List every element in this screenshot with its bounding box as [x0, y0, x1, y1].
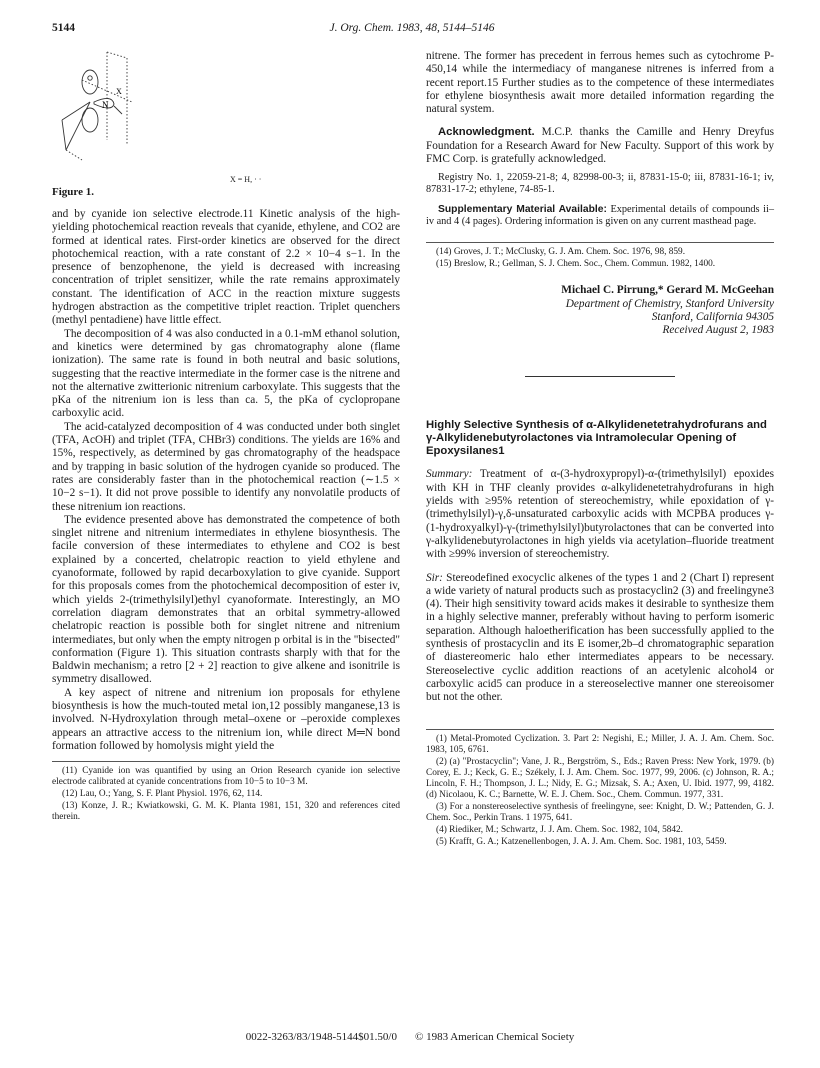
x-definition: X = H, · ·	[230, 175, 262, 184]
ack-text: M.C.P. thanks the Camille and Henry Dreyfus Foundation for a Research Award for New Faculty. Support of this work by FMC Corp. is gratefully acknowledged.	[426, 126, 774, 166]
journal-citation: J. Org. Chem. 1983, 48, 5144–5146	[329, 22, 495, 34]
summary-text: Treatment of α-(3-hydroxypropyl)-α-(trimethylsilyl) epoxides with KH in THF cleanly provides α-alkylidenetetrahydrofurans in high yields with ≥95% retention of stereochemistry, while epoxidation of γ-(trimethylsilyl)-γ,δ-unsaturated carboxylic acids with MCPBA produces γ-(1-hydroxyalkyl)-γ-(trimethylsilyl)butyrolactones that can be converted into γ-alkylidenebutyrolactones in high yields via acetylation–fluoride treatment with ≥99% inversion of stereochemistry.	[426, 468, 774, 561]
footnote: (14) Groves, J. T.; McClusky, G. J. Am. Chem. Soc. 1976, 98, 859.	[436, 247, 686, 258]
paragraph: The acid-catalyzed decomposition of 4 was conducted under both singlet (TFA, AcOH) and triplet (TFA, CHBr3) conditions. The yields are 16% and 15%, respectively, as determined by gas chromatography of the headspace and by trapping in basic solution of the hydrogen cyanide so produced. The rates are considerably faster than in the photochemical reaction (∼1.5 × 10−2 s−1). It did not prove possible to identify any nonvolatile products of these nitrenium ion reactions.	[52, 420, 400, 513]
paragraph: nitrene. The former has precedent in ferrous hemes such as cytochrome P-450,14 while the intermediacy of manganese nitrenes is inferred from a recent report.15 Further studies as to the competence of these intermediates for ethylene biosynthesis await more detailed information regarding the natural system.	[426, 50, 774, 116]
footnote: (3) For a nonstereoselective synthesis of freelingyne, see: Knight, D. W.; Pattenden, G. J. Chem. Soc., Perkin Trans. 1 1975, 641.	[426, 801, 774, 823]
page-number: 5144	[52, 22, 75, 34]
footnote: (12) Lau, O.; Yang, S. F. Plant Physiol. 1976, 62, 114.	[62, 789, 263, 800]
footnote: (2) (a) "Prostacyclin"; Vane, J. R., Bergström, S., Eds.; Raven Press: New York, 1979. (b) Corey, E. J.; Keck, G. E.; Székely, I. J. Am. Chem. Soc. 1977, 99, 2006. (c) Johnson, R. A.; Lincoln, F. H.; Thompson, J. L.; Nidy, E. G.; Mizsak, S. A.; Axen, U. Ibid. 1977, 99, 4182. (d) Nicolaou, K. C.; Barnette, W. E. J. Chem. Soc., Chem. Commun. 1977, 331.	[426, 756, 774, 800]
figure-caption: Figure 1.	[52, 186, 94, 198]
affiliation-line: Stanford, California 94305	[651, 310, 774, 323]
sir-paragraph	[426, 572, 774, 705]
authors: Michael C. Pirrung,* Gerard M. McGeehan	[561, 284, 774, 297]
nitrogen-atom: N	[102, 100, 109, 110]
summary	[426, 468, 774, 561]
figure-1	[52, 50, 400, 208]
footnote: (5) Krafft, G. A.; Katzenellenbogen, J. A. J. Am. Chem. Soc. 1981, 103, 5459.	[436, 836, 727, 847]
footnotes-article	[426, 729, 774, 848]
footnote: (4) Riediker, M.; Schwartz, J. J. Am. Chem. Soc. 1982, 104, 5842.	[436, 824, 684, 835]
orbital-diagram	[52, 50, 162, 170]
page-header	[52, 22, 772, 38]
footnote: (13) Konze, J. R.; Kwiatkowski, G. M. K. Planta 1981, 151, 320 and references cited therein.	[52, 801, 400, 823]
right-column	[426, 50, 774, 849]
footnotes-left	[52, 761, 400, 823]
footnote: (1) Metal-Promoted Cyclization. 3. Part 2: Negishi, E.; Miller, J. A. J. Am. Chem. Soc. 1983, 105, 6761.	[426, 733, 774, 755]
received-date: Received August 2, 1983	[662, 324, 774, 337]
paragraph: The evidence presented above has demonstrated the competence of both singlet nitrene and nitrenium intermediates in ethylene biosynthesis. The facile conversion of these intermediates to ethylene and CO2 is best explained by a concerted, chelatropic reaction to yield ethylene and cyanoformate, followed by rapid decarboxylation to give cyanide. Support for this proposals comes from the photochemical decomposition of ester iv, which yields 2-(trimethylsilyl)ethyl cyanoformate. Interestingly, an MO correlation diagram demonstrates that an orbital symmetry-allowed chelatropic reaction is possible both for singlet nitrene and nitrenium intermediates, but only when the empty nitrogen p orbital is in the "bisected" conformation (Figure 1). This situation contrasts sharply with that for the Baldwin mechanism; a retro [2 + 2] reaction to give alkene and isonitrile is symmetry disallowed.	[52, 513, 400, 686]
left-column	[52, 50, 400, 824]
supplementary-material	[426, 204, 774, 228]
supp-heading: Supplementary Material Available:	[438, 204, 607, 216]
footnote: (15) Breslow, R.; Gellman, S. J. Chem. Soc., Chem. Commun. 1982, 1400.	[436, 259, 716, 270]
paragraph: The decomposition of 4 was also conducted in a 0.1-mM ethanol solution, and kinetics were determined by gas chromatography alone (flame ionization). The same rate is found in both neutral and basic solutions, suggesting that the reactive intermediate in the former case is the nitrene and not the alternative zwitterionic nitrenium carboxylate. This suggests that the pKa of the nitrenium ion is less than ca. 5, the pKa of cyclopropane carboxylic acid.	[52, 327, 400, 420]
footnote: (11) Cyanide ion was quantified by using an Orion Research cyanide ion selective electrode calibrated at cyanide concentrations from 10−5 to 10−3 M.	[52, 766, 400, 788]
x-substituent: X	[116, 87, 122, 96]
registry-numbers: Registry No. 1, 22059-21-8; 4, 82998-00-3; ii, 87831-15-0; iii, 87831-16-1; iv, 87831-17-2; ethylene, 74-85-1.	[426, 172, 774, 196]
copyright: © 1983 American Chemical Society	[414, 1031, 575, 1043]
sir-label: Sir:	[426, 571, 443, 584]
ack-heading: Acknowledgment.	[438, 126, 535, 139]
article-title: Highly Selective Synthesis of α-Alkylidenetetrahydrofurans and γ-Alkylidenebutyrolactones via Intramolecular Opening of Epoxysilanes1	[426, 418, 767, 458]
footnotes-right	[426, 242, 774, 270]
section-divider	[525, 376, 675, 377]
article-code: 0022-3263/83/1948-5144$01.50/0	[245, 1031, 397, 1043]
paragraph: A key aspect of nitrene and nitrenium ion proposals for ethylene biosynthesis is how the much-touted metal ion,12 possibly manganese,13 is involved. N-Hydroxylation through metal–oxene or –peroxide complexes appears an attractive access to the nitrenium ion, while direct M═N bond formation followed by homolysis might yield the	[52, 686, 400, 752]
acknowledgment	[426, 126, 774, 166]
affiliation-line: Department of Chemistry, Stanford University	[565, 297, 774, 310]
sir-text: Stereodefined exocyclic alkenes of the types 1 and 2 (Chart I) represent a wide variety of natural products such as prostacyclin2 (3) and freelingyne3 (4). Their high sensitivity toward acids makes it desirable to synthesize them in a highly selective manner, preferably without having to perform isomeric separation. Although haloetherification has been successfully applied to the synthesis of prostacyclin and its E isomer,2b–d chromatographic separation of diastereomeric halo ether intermediates appears to be necessary. Stereoselective cyclic addition reactions of an acetylenic alcohol4 or carboxylic acid5 can produce in a stereoselective manner one stereoisomer but not the other.	[426, 571, 774, 704]
summary-label: Summary:	[426, 468, 473, 481]
supp-text: Experimental details of compounds ii–iv and 4 (4 pages). Ordering information is given on any current masthead page.	[426, 204, 774, 228]
paragraph: and by cyanide ion selective electrode.11 Kinetic analysis of the high-yielding photochemical reaction reveals that cyanide, ethylene, and CO2 are formed at identical rates. First-order kinetics are observed for the direct photochemical reaction, with a rate constant of 2.2 × 10−4 s−1. In the presence of benzophenone, the yield is decreased with increasing concentration of triplet sensitizer, while the rate remains approximately constant. The identification of ACC in the reaction mixture suggests hydrogen abstraction as the competitive triplet reaction. Triplet quenchers (methyl pentadiene) have little effect.	[52, 208, 400, 327]
page-footer	[0, 1031, 820, 1043]
